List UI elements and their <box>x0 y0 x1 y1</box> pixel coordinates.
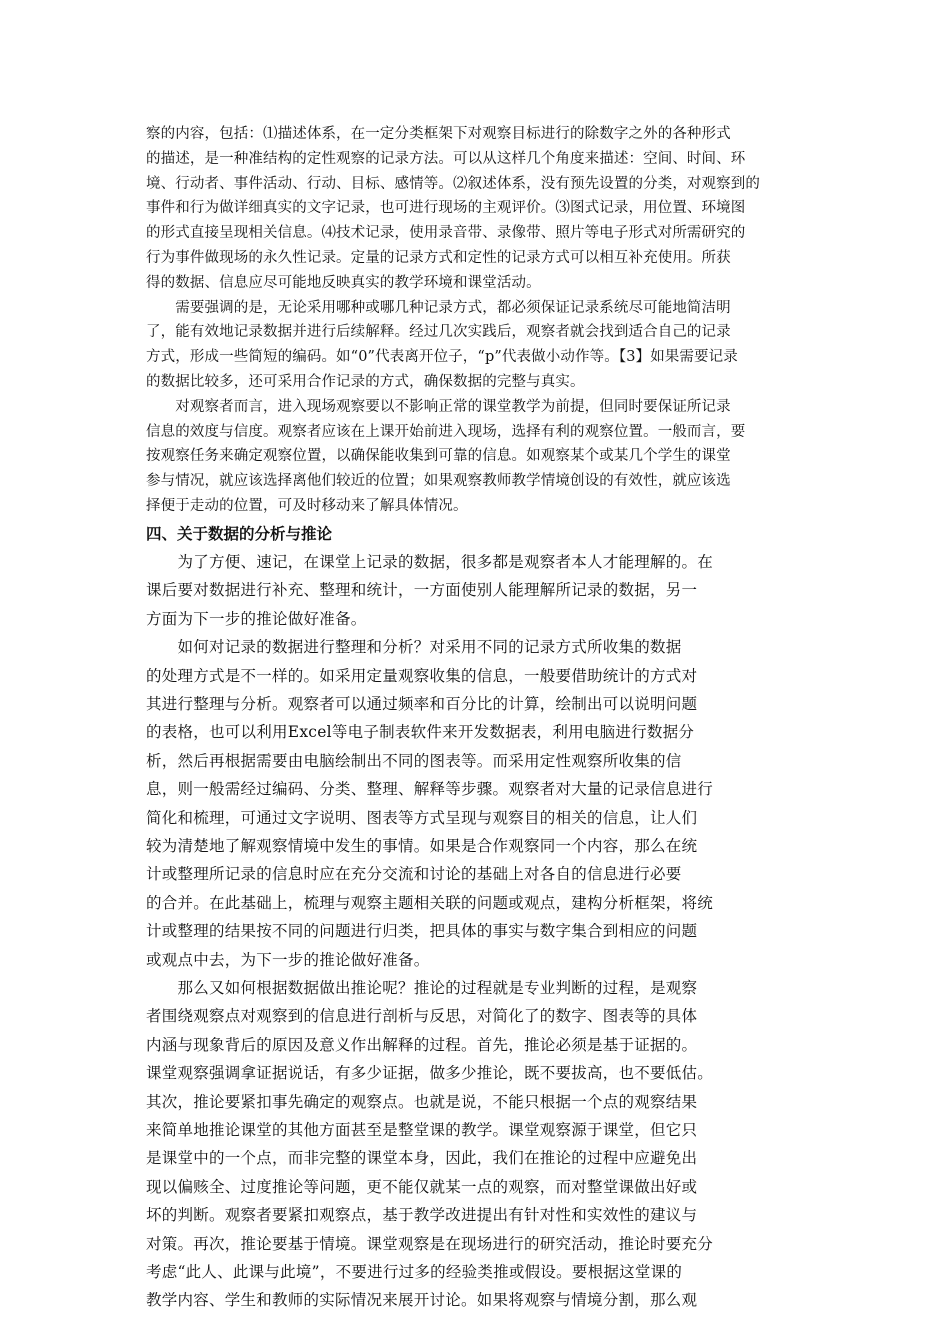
text-line: 需要强调的是，无论采用哪种或哪几种记录方式，都必须保证记录系统尽可能地简洁明 <box>146 299 731 316</box>
text-line: 如何对记录的数据进行整理和分析？对采用不同的记录方式所收集的数据 <box>146 638 682 657</box>
text-line: 的合并。在此基础上，梳理与观察主题相关联的问题或观点，建构分析框架，将统 <box>146 893 714 912</box>
text-line: 教学内容、学生和教师的实际情况来展开讨论。如果将观察与情境分割，那么观 <box>146 1291 698 1310</box>
text-line: 按观察任务来确定观察位置，以确保能收集到可靠的信息。如观察某个或某几个学生的课堂 <box>146 448 731 465</box>
text-line: 息，则一般需经过编码、分类、整理、解释等步骤。观察者对大量的记录信息进行 <box>146 780 714 799</box>
text-line: 较为清楚地了解观察情境中发生的事情。如果是合作观察同一个内容，那么在统 <box>146 837 698 855</box>
text-line: 境、行动者、事件活动、行动、目标、感情等。⑵叙述体系，没有预先设置的分类，对观察到的 <box>146 175 761 192</box>
text-line: 计或整理所记录的信息时应在充分交流和讨论的基础上对各自的信息进行必要 <box>146 865 682 884</box>
text-line: 信息的效度与信度。观察者应该在上课开始前进入现场，选择有利的观察位置。一般而言，要 <box>146 423 746 440</box>
text-line: 来简单地推论课堂的其他方面甚至是整堂课的教学。课堂观察源于课堂，但它只 <box>146 1121 698 1139</box>
text-line: 择便于走动的位置，可及时移动来了解具体情况。 <box>146 498 468 514</box>
text-line: 察的内容，包括：⑴描述体系，在一定分类框架下对观察目标进行的除数字之外的各种形式 <box>146 126 731 142</box>
text-line: 事件和行为做详细真实的文字记录，也可进行现场的主观评价。⑶图式记录，用位置、环境图 <box>146 200 746 217</box>
text-line: 者围绕观察点对观察到的信息进行剖析与反思，对简化了的数字、图表等的具体 <box>146 1007 698 1026</box>
text-line: 课后要对数据进行补充、整理和统计，一方面使别人能理解所记录的数据，另一 <box>146 581 698 600</box>
text-line: 或观点中去，为下一步的推论做好准备。 <box>146 950 430 969</box>
text-line: 的形式直接呈现相关信息。⑷技术记录，使用录音带、录像带、照片等电子形式对所需研究的 <box>146 225 746 242</box>
text-line: 的数据比较多，还可采用合作记录的方式，确保数据的完整与真实。 <box>146 374 585 390</box>
text-line: 计或整理的结果按不同的问题进行归类，把具体的事实与数字集合到相应的问题 <box>146 922 698 941</box>
text-line: 行为事件做现场的永久性记录。定量的记录方式和定性的记录方式可以相互补充使用。所获 <box>146 250 731 266</box>
text-line: 参与情况，就应该选择离他们较近的位置；如果观察教师教学情境创设的有效性，就应该选 <box>146 473 731 490</box>
text-line: 坏的判断。观察者要紧扣观察点，基于教学改进提出有针对性和实效性的建议与 <box>146 1206 698 1225</box>
text-line: 了，能有效地记录数据并进行后续解释。经过几次实践后，观察者就会找到适合自己的记录 <box>146 324 731 341</box>
text-line: 方式，形成一些简短的编码。如“0”代表离开位子，“p”代表做小动作等。【3】如果需要记录 <box>146 349 738 366</box>
text-line: 简化和梳理，可通过文字说明、图表等方式呈现与观察目的相关的信息，让人们 <box>146 808 698 827</box>
text-line: 现以偏赅全、过度推论等问题，更不能仅就某一点的观察，而对整堂课做出好或 <box>146 1177 698 1196</box>
section-heading: 四、关于数据的分析与推论 <box>146 525 333 543</box>
text-line: 为了方便、速记，在课堂上记录的数据，很多都是观察者本人才能理解的。在 <box>146 553 714 571</box>
text-line: 的表格，也可以利用Excel等电子制表软件来开发数据表，利用电脑进行数据分 <box>146 723 695 742</box>
text-line: 内涵与现象背后的原因及意义作出解释的过程。首先，推论必须是基于证据的。 <box>146 1035 698 1054</box>
text-line: 的处理方式是不一样的。如采用定量观察收集的信息，一般要借助统计的方式对 <box>146 666 698 685</box>
text-line: 其次，推论要紧扣事先确定的观察点。也就是说，不能只根据一个点的观察结果 <box>146 1092 698 1111</box>
text-line: 得的数据、信息应尽可能地反映真实的教学环境和课堂活动。 <box>146 274 541 291</box>
text-line: 的描述，是一种准结构的定性观察的记录方法。可以从这样几个角度来描述：空间、时间、环 <box>146 150 746 167</box>
text-line: 对观察者而言，进入现场观察要以不影响正常的课堂教学为前提，但同时要保证所记录 <box>146 398 731 415</box>
text-line: 其进行整理与分析。观察者可以通过频率和百分比的计算，绘制出可以说明问题 <box>146 695 698 713</box>
text-line: 那么又如何根据数据做出推论呢？推论的过程就是专业判断的过程，是观察 <box>146 979 698 997</box>
text-line: 方面为下一步的推论做好准备。 <box>146 609 367 628</box>
text-line: 考虑“此人、此课与此境”，不要进行过多的经验类推或假设。要根据这堂课的 <box>146 1263 683 1281</box>
text-line: 对策。再次，推论要基于情境。课堂观察是在现场进行的研究活动，推论时要充分 <box>146 1234 714 1253</box>
text-line: 课堂观察强调拿证据说话，有多少证据，做多少推论，既不要拔高，也不要低估。 <box>146 1064 714 1083</box>
text-line: 析，然后再根据需要由电脑绘制出不同的图表等。而采用定性观察所收集的信 <box>146 751 682 770</box>
text-line: 是课堂中的一个点，而非完整的课堂本身，因此，我们在推论的过程中应避免出 <box>146 1149 698 1168</box>
